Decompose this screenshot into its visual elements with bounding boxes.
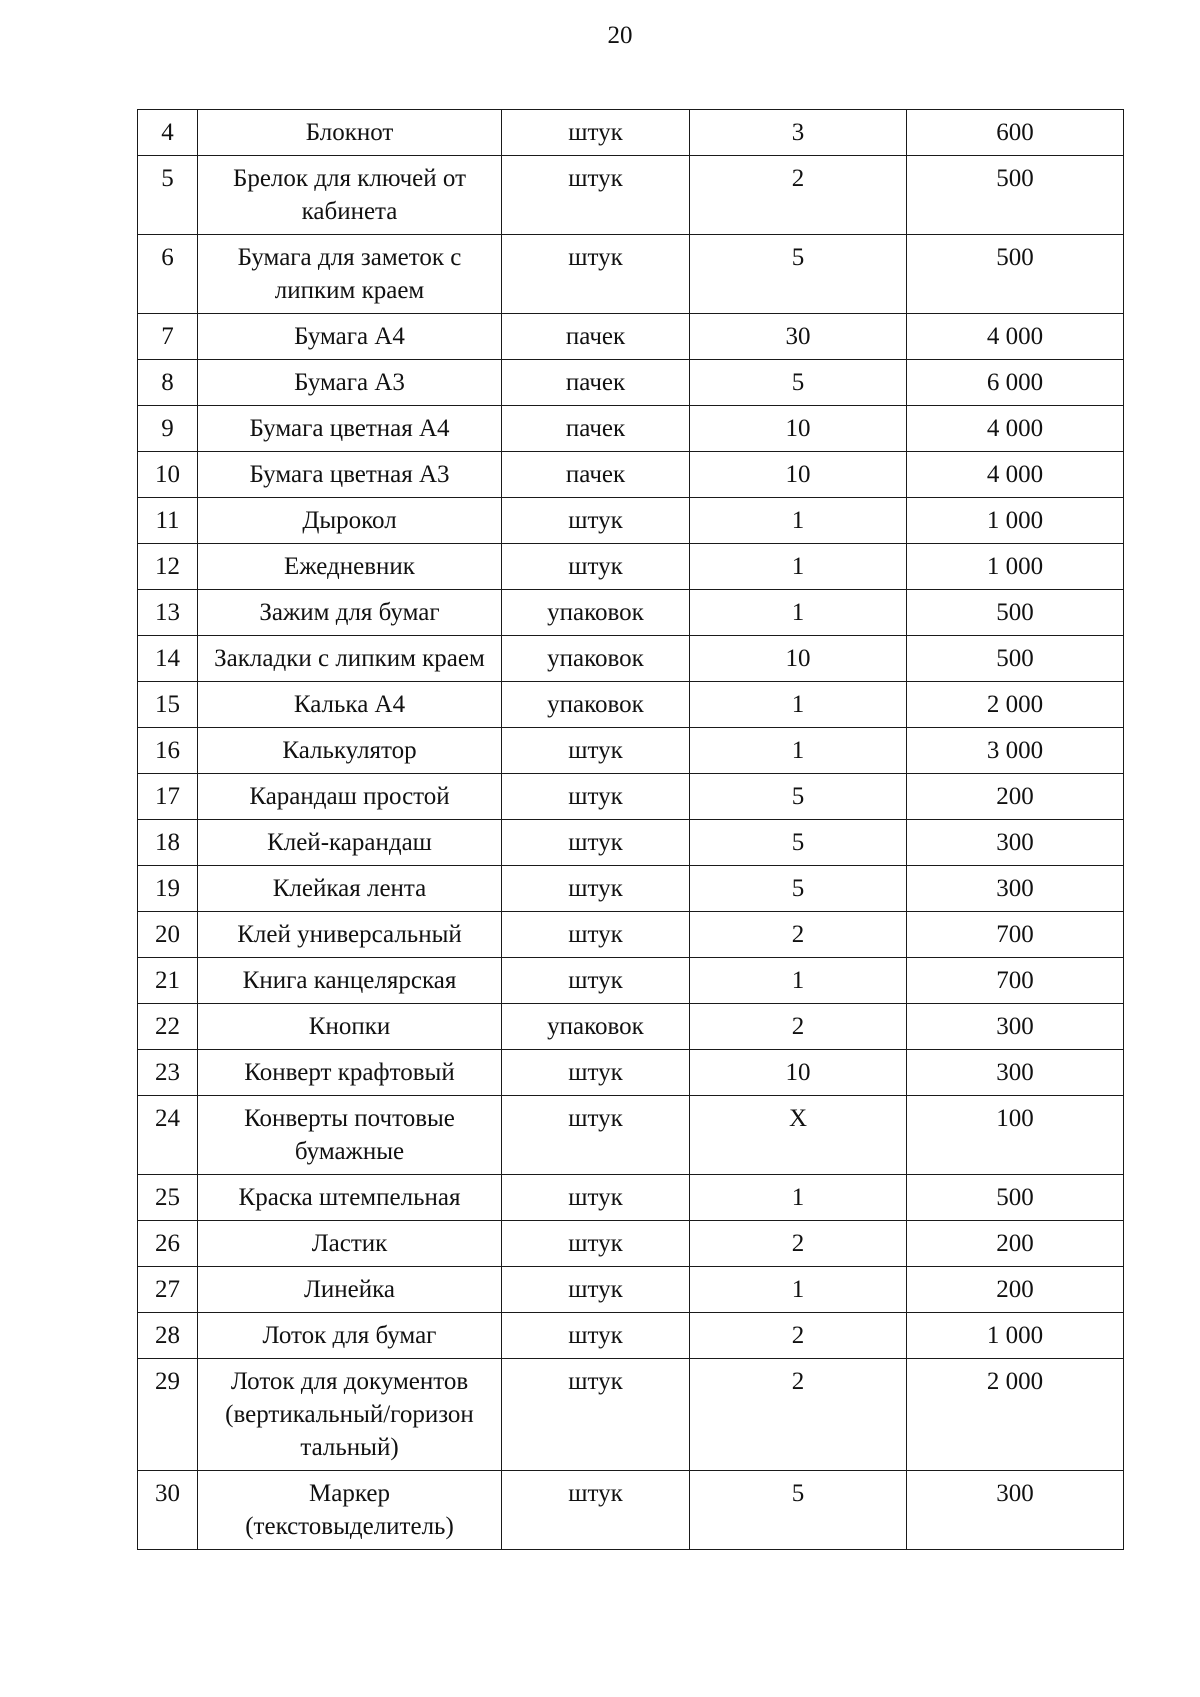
table-row bbox=[138, 866, 1124, 912]
page-number: 20 bbox=[607, 22, 633, 49]
item-name-cell: Карандаш простой bbox=[198, 774, 502, 820]
row-number-cell: 21 bbox=[138, 958, 198, 1004]
item-name-cell: Бумага цветная А3 bbox=[198, 452, 502, 498]
unit-cell: пачек bbox=[502, 452, 690, 498]
price-cell: 300 bbox=[907, 1471, 1124, 1550]
unit-cell: штук bbox=[502, 110, 690, 156]
item-name-cell: Маркер (текстовыделитель) bbox=[198, 1471, 502, 1550]
row-number-cell: 28 bbox=[138, 1313, 198, 1359]
price-cell: 500 bbox=[907, 156, 1124, 235]
price-cell: 6 000 bbox=[907, 360, 1124, 406]
unit-cell: штук bbox=[502, 1050, 690, 1096]
unit-cell: штук bbox=[502, 235, 690, 314]
item-name-cell: Брелок для ключей от кабинета bbox=[198, 156, 502, 235]
quantity-cell: 5 bbox=[690, 866, 907, 912]
table-row bbox=[138, 156, 1124, 235]
row-number-cell: 22 bbox=[138, 1004, 198, 1050]
quantity-cell: 5 bbox=[690, 1471, 907, 1550]
price-cell: 500 bbox=[907, 590, 1124, 636]
table-row bbox=[138, 1267, 1124, 1313]
unit-cell: штук bbox=[502, 156, 690, 235]
price-cell: 500 bbox=[907, 636, 1124, 682]
unit-cell: штук bbox=[502, 1096, 690, 1175]
item-name-cell: Краска штемпельная bbox=[198, 1175, 502, 1221]
row-number-cell: 20 bbox=[138, 912, 198, 958]
unit-cell: штук bbox=[502, 498, 690, 544]
price-cell: 200 bbox=[907, 774, 1124, 820]
table-row bbox=[138, 360, 1124, 406]
row-number-cell: 14 bbox=[138, 636, 198, 682]
unit-cell: пачек bbox=[502, 360, 690, 406]
quantity-cell: 1 bbox=[690, 958, 907, 1004]
item-name-cell: Калька А4 bbox=[198, 682, 502, 728]
price-cell: 700 bbox=[907, 912, 1124, 958]
item-name-cell: Лоток для документов (вертикальный/горизон тальный) bbox=[198, 1359, 502, 1471]
quantity-cell: 2 bbox=[690, 1359, 907, 1471]
item-name-cell: Клейкая лента bbox=[198, 866, 502, 912]
price-cell: 200 bbox=[907, 1267, 1124, 1313]
unit-cell: штук bbox=[502, 866, 690, 912]
table-row bbox=[138, 1175, 1124, 1221]
row-number-cell: 29 bbox=[138, 1359, 198, 1471]
quantity-cell: 1 bbox=[690, 544, 907, 590]
table-row bbox=[138, 498, 1124, 544]
table-row bbox=[138, 912, 1124, 958]
quantity-cell: Х bbox=[690, 1096, 907, 1175]
table-row bbox=[138, 1221, 1124, 1267]
row-number-cell: 19 bbox=[138, 866, 198, 912]
table-row bbox=[138, 544, 1124, 590]
item-name-cell: Кнопки bbox=[198, 1004, 502, 1050]
item-name-cell: Блокнот bbox=[198, 110, 502, 156]
price-cell: 200 bbox=[907, 1221, 1124, 1267]
unit-cell: штук bbox=[502, 1471, 690, 1550]
row-number-cell: 25 bbox=[138, 1175, 198, 1221]
unit-cell: упаковок bbox=[502, 590, 690, 636]
row-number-cell: 7 bbox=[138, 314, 198, 360]
table-row bbox=[138, 728, 1124, 774]
price-cell: 700 bbox=[907, 958, 1124, 1004]
quantity-cell: 1 bbox=[690, 1175, 907, 1221]
price-cell: 4 000 bbox=[907, 452, 1124, 498]
price-cell: 4 000 bbox=[907, 406, 1124, 452]
unit-cell: штук bbox=[502, 1175, 690, 1221]
quantity-cell: 5 bbox=[690, 774, 907, 820]
item-name-cell: Зажим для бумаг bbox=[198, 590, 502, 636]
table-body bbox=[138, 110, 1124, 1550]
price-cell: 300 bbox=[907, 820, 1124, 866]
item-name-cell: Дырокол bbox=[198, 498, 502, 544]
item-name-cell: Бумага для заметок с липким краем bbox=[198, 235, 502, 314]
quantity-cell: 1 bbox=[690, 590, 907, 636]
row-number-cell: 12 bbox=[138, 544, 198, 590]
unit-cell: штук bbox=[502, 1313, 690, 1359]
price-cell: 500 bbox=[907, 235, 1124, 314]
quantity-cell: 10 bbox=[690, 452, 907, 498]
row-number-cell: 26 bbox=[138, 1221, 198, 1267]
row-number-cell: 10 bbox=[138, 452, 198, 498]
row-number-cell: 16 bbox=[138, 728, 198, 774]
table-row bbox=[138, 235, 1124, 314]
unit-cell: штук bbox=[502, 1267, 690, 1313]
price-cell: 1 000 bbox=[907, 1313, 1124, 1359]
supplies-table bbox=[137, 109, 1124, 1550]
row-number-cell: 15 bbox=[138, 682, 198, 728]
item-name-cell: Закладки с липким краем bbox=[198, 636, 502, 682]
quantity-cell: 5 bbox=[690, 820, 907, 866]
unit-cell: штук bbox=[502, 544, 690, 590]
row-number-cell: 8 bbox=[138, 360, 198, 406]
table-row bbox=[138, 1096, 1124, 1175]
item-name-cell: Книга канцелярская bbox=[198, 958, 502, 1004]
price-cell: 300 bbox=[907, 866, 1124, 912]
table-row bbox=[138, 636, 1124, 682]
table-row bbox=[138, 1359, 1124, 1471]
quantity-cell: 1 bbox=[690, 682, 907, 728]
quantity-cell: 1 bbox=[690, 728, 907, 774]
quantity-cell: 1 bbox=[690, 498, 907, 544]
item-name-cell: Конверт крафтовый bbox=[198, 1050, 502, 1096]
price-cell: 1 000 bbox=[907, 498, 1124, 544]
price-cell: 500 bbox=[907, 1175, 1124, 1221]
item-name-cell: Бумага А4 bbox=[198, 314, 502, 360]
price-cell: 1 000 bbox=[907, 544, 1124, 590]
unit-cell: штук bbox=[502, 1359, 690, 1471]
row-number-cell: 13 bbox=[138, 590, 198, 636]
row-number-cell: 24 bbox=[138, 1096, 198, 1175]
row-number-cell: 5 bbox=[138, 156, 198, 235]
item-name-cell: Линейка bbox=[198, 1267, 502, 1313]
quantity-cell: 10 bbox=[690, 406, 907, 452]
item-name-cell: Конверты почтовые бумажные bbox=[198, 1096, 502, 1175]
table-row bbox=[138, 1313, 1124, 1359]
price-cell: 100 bbox=[907, 1096, 1124, 1175]
unit-cell: упаковок bbox=[502, 682, 690, 728]
row-number-cell: 18 bbox=[138, 820, 198, 866]
unit-cell: упаковок bbox=[502, 636, 690, 682]
unit-cell: штук bbox=[502, 728, 690, 774]
price-cell: 2 000 bbox=[907, 682, 1124, 728]
price-cell: 4 000 bbox=[907, 314, 1124, 360]
item-name-cell: Калькулятор bbox=[198, 728, 502, 774]
unit-cell: пачек bbox=[502, 314, 690, 360]
table-row bbox=[138, 590, 1124, 636]
item-name-cell: Клей универсальный bbox=[198, 912, 502, 958]
item-name-cell: Ластик bbox=[198, 1221, 502, 1267]
price-cell: 2 000 bbox=[907, 1359, 1124, 1471]
quantity-cell: 2 bbox=[690, 156, 907, 235]
row-number-cell: 11 bbox=[138, 498, 198, 544]
quantity-cell: 2 bbox=[690, 1313, 907, 1359]
table-row bbox=[138, 774, 1124, 820]
price-cell: 300 bbox=[907, 1050, 1124, 1096]
row-number-cell: 9 bbox=[138, 406, 198, 452]
quantity-cell: 10 bbox=[690, 1050, 907, 1096]
quantity-cell: 2 bbox=[690, 1221, 907, 1267]
quantity-cell: 1 bbox=[690, 1267, 907, 1313]
item-name-cell: Лоток для бумаг bbox=[198, 1313, 502, 1359]
row-number-cell: 6 bbox=[138, 235, 198, 314]
item-name-cell: Бумага А3 bbox=[198, 360, 502, 406]
item-name-cell: Бумага цветная А4 bbox=[198, 406, 502, 452]
quantity-cell: 2 bbox=[690, 1004, 907, 1050]
quantity-cell: 10 bbox=[690, 636, 907, 682]
price-cell: 600 bbox=[907, 110, 1124, 156]
unit-cell: штук bbox=[502, 820, 690, 866]
table-row bbox=[138, 110, 1124, 156]
item-name-cell: Клей-карандаш bbox=[198, 820, 502, 866]
unit-cell: штук bbox=[502, 958, 690, 1004]
table-row bbox=[138, 406, 1124, 452]
row-number-cell: 17 bbox=[138, 774, 198, 820]
table-row bbox=[138, 1471, 1124, 1550]
price-cell: 300 bbox=[907, 1004, 1124, 1050]
quantity-cell: 5 bbox=[690, 360, 907, 406]
quantity-cell: 30 bbox=[690, 314, 907, 360]
unit-cell: штук bbox=[502, 774, 690, 820]
unit-cell: упаковок bbox=[502, 1004, 690, 1050]
table-row bbox=[138, 314, 1124, 360]
row-number-cell: 30 bbox=[138, 1471, 198, 1550]
table-row bbox=[138, 1050, 1124, 1096]
item-name-cell: Ежедневник bbox=[198, 544, 502, 590]
price-cell: 3 000 bbox=[907, 728, 1124, 774]
unit-cell: штук bbox=[502, 1221, 690, 1267]
table-row bbox=[138, 452, 1124, 498]
quantity-cell: 5 bbox=[690, 235, 907, 314]
unit-cell: штук bbox=[502, 912, 690, 958]
table-row bbox=[138, 820, 1124, 866]
table-row bbox=[138, 958, 1124, 1004]
row-number-cell: 27 bbox=[138, 1267, 198, 1313]
table-row bbox=[138, 682, 1124, 728]
unit-cell: пачек bbox=[502, 406, 690, 452]
quantity-cell: 2 bbox=[690, 912, 907, 958]
table-row bbox=[138, 1004, 1124, 1050]
row-number-cell: 23 bbox=[138, 1050, 198, 1096]
row-number-cell: 4 bbox=[138, 110, 198, 156]
quantity-cell: 3 bbox=[690, 110, 907, 156]
